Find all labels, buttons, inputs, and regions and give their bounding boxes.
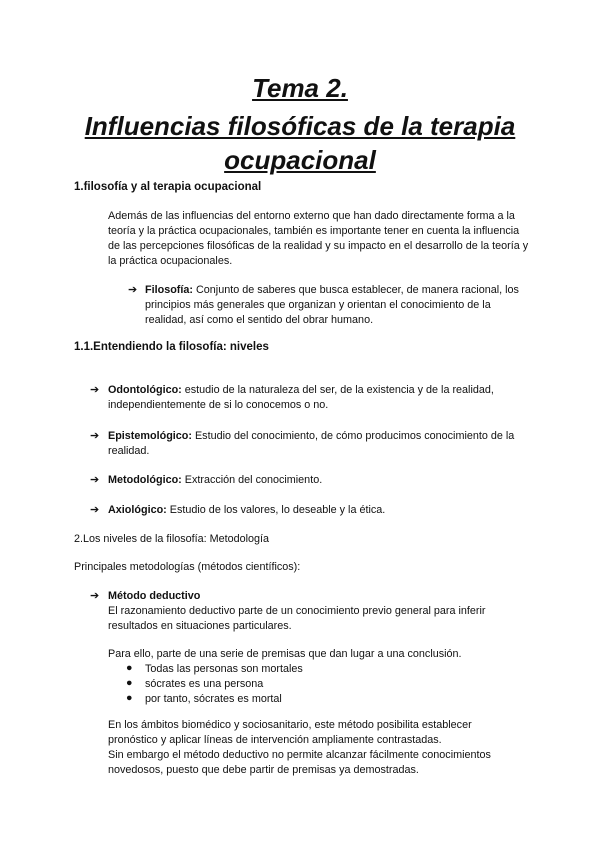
level-item	[108, 473, 533, 488]
level-item	[108, 503, 533, 518]
level-text: estudio de la naturaleza del ser, de la existencia y de la realidad, independientemente de si lo conocemos o no.	[108, 384, 494, 411]
arrow-icon: ➔	[90, 384, 100, 396]
level-text: Extracción del conocimiento.	[181, 474, 323, 486]
section-1-1-heading: 1.1.Entendiendo la filosofía: niveles	[74, 341, 269, 353]
method-description: El razonamiento deductivo parte de un conocimiento previo general para inferir resultados en situaciones particulares.	[108, 605, 486, 632]
premise-item: Todas las personas son mortales	[145, 663, 303, 675]
premise-item: sócrates es una persona	[145, 678, 264, 690]
arrow-icon: ➔	[128, 284, 138, 296]
bullet-icon: ●	[126, 662, 133, 674]
title-line-3: ocupacional	[224, 145, 376, 175]
arrow-icon: ➔	[90, 504, 100, 516]
arrow-icon: ➔	[90, 590, 100, 602]
section-2-intro: Principales metodologías (métodos científicos):	[74, 561, 301, 573]
definition-term: Filosofía:	[145, 284, 193, 296]
deductive-applications: En los ámbitos biomédico y sociosanitario, este método posibilita establecer pronóstico y aplicar líneas de intervención ampliamente contrastadas.	[108, 719, 472, 746]
definition-text: Conjunto de saberes que busca establecer, de manera racional, los principios más generales que organizan y orientan el conocimiento de la realidad, así como el sentido del obrar humano.	[145, 284, 519, 326]
philosophy-definition	[145, 283, 530, 328]
deductive-limitations: Sin embargo el método deductivo no permite alcanzar fácilmente conocimientos novedosos, puesto que debe partir de premisas ya demostradas.	[108, 749, 491, 776]
arrow-icon: ➔	[90, 430, 100, 442]
level-item	[108, 383, 533, 413]
title-line-1: Tema 2.	[252, 73, 348, 103]
bullet-icon: ●	[126, 692, 133, 704]
level-term: Metodológico:	[108, 474, 182, 486]
premises-intro: Para ello, parte de una serie de premisas que dan lugar a una conclusión.	[108, 648, 462, 660]
level-text: Estudio del conocimiento, de cómo producimos conocimiento de la realidad.	[108, 430, 515, 457]
section-2-heading: 2.Los niveles de la filosofía: Metodología	[74, 533, 270, 545]
section-1-intro: Además de las influencias del entorno externo que han dado directamente forma a la teoría y la práctica ocupacionales, también es importante tener en cuenta la influencia de las percepciones filosóficas de la realidad y su impacto en el desarrollo de la teoría y la práctica ocupacionales.	[108, 210, 529, 267]
level-term: Odontológico:	[108, 384, 182, 396]
level-item	[108, 429, 533, 459]
title-line-2: Influencias filosóficas de la terapia	[84, 111, 516, 141]
arrow-icon: ➔	[90, 474, 100, 486]
level-text: Estudio de los valores, lo deseable y la ética.	[166, 504, 386, 516]
premise-item: por tanto, sócrates es mortal	[145, 693, 282, 705]
bullet-icon: ●	[126, 677, 133, 689]
section-1-heading: 1.filosofía y al terapia ocupacional	[74, 181, 262, 193]
level-term: Epistemológico:	[108, 430, 192, 442]
method-title: Método deductivo	[108, 590, 201, 602]
level-term: Axiológico:	[108, 504, 167, 516]
